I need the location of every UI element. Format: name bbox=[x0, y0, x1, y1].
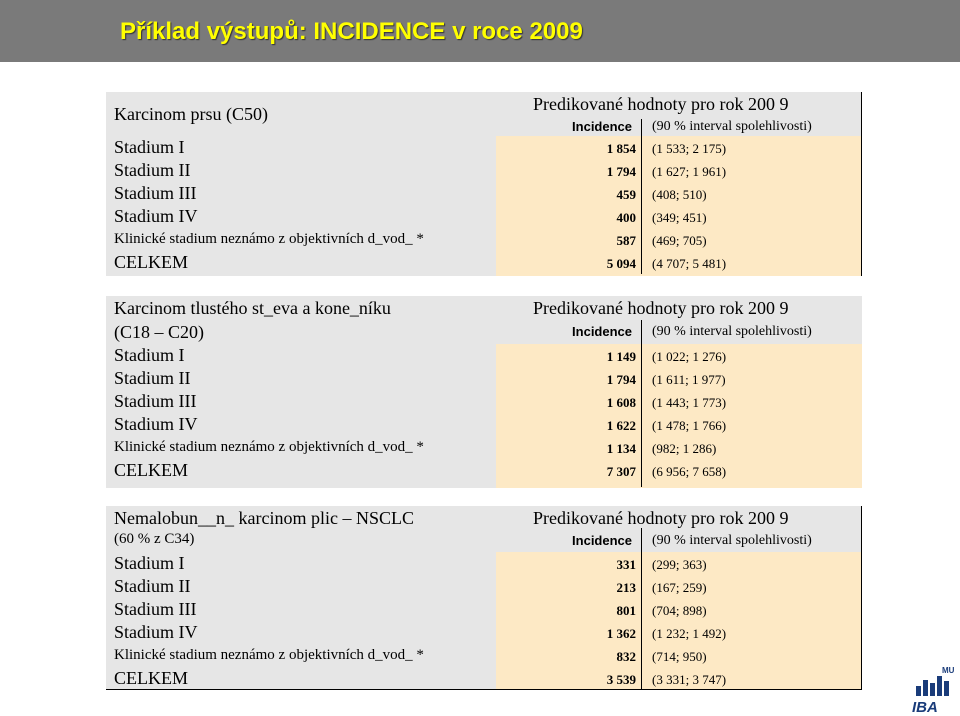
table-row: Stadium III 801 (704; 898) bbox=[114, 599, 707, 619]
table-row: CELKEM 7 307 (6 956; 7 658) bbox=[114, 460, 727, 480]
ci-header: (90 % interval spolehlivosti) bbox=[652, 119, 812, 134]
ci-header: (90 % interval spolehlivosti) bbox=[652, 533, 812, 548]
title-bar bbox=[0, 0, 960, 62]
page-title: Příklad výstupů: INCIDENCE v roce 2009 bbox=[120, 18, 583, 45]
table-row: Stadium IV 400 (349; 451) bbox=[114, 206, 707, 226]
incidence-header: Incidence bbox=[572, 324, 632, 339]
table-row: Stadium III 459 (408; 510) bbox=[114, 183, 707, 203]
table-row: CELKEM 3 539 (3 331; 3 747) bbox=[114, 668, 727, 688]
predicted-header: Predikované hodnoty pro rok 200 9 bbox=[533, 298, 789, 318]
table-row: Stadium II 1 794 (1 611; 1 977) bbox=[114, 368, 726, 388]
ci-header: (90 % interval spolehlivosti) bbox=[652, 324, 812, 339]
table-row: Stadium IV 1 362 (1 232; 1 492) bbox=[114, 622, 727, 642]
section-title: Nemalobun__n_ karcinom plic – NSCLC bbox=[114, 508, 414, 528]
incidence-header: Incidence bbox=[572, 533, 632, 548]
table-row: Klinické stadium neznámo z objektivních d_vod_ * 587 (469; 705) bbox=[114, 231, 707, 248]
table-row: CELKEM 5 094 (4 707; 5 481) bbox=[114, 252, 727, 272]
table-row: Stadium II 1 794 (1 627; 1 961) bbox=[114, 160, 727, 180]
table-row: Stadium II 213 (167; 259) bbox=[114, 576, 707, 596]
table-row: Stadium I 1 854 (1 533; 2 175) bbox=[114, 137, 727, 157]
table-row: Stadium IV 1 622 (1 478; 1 766) bbox=[114, 414, 727, 434]
section-subtitle: (C18 – C20) bbox=[114, 322, 204, 342]
predicted-header: Predikované hodnoty pro rok 200 9 bbox=[533, 94, 789, 114]
incidence-header: Incidence bbox=[572, 119, 632, 134]
iba-logo-icon bbox=[908, 664, 956, 714]
logo-iba-text: IBA bbox=[912, 699, 938, 714]
table-row: Stadium I 1 149 (1 022; 1 276) bbox=[114, 345, 727, 365]
table-row: Stadium I 331 (299; 363) bbox=[114, 553, 707, 573]
section-title: Karcinom prsu (C50) bbox=[114, 104, 268, 124]
predicted-header: Predikované hodnoty pro rok 200 9 bbox=[533, 508, 789, 528]
table-row: Stadium III 1 608 (1 443; 1 773) bbox=[114, 391, 727, 411]
table-row: Klinické stadium neznámo z objektivních d_vod_ * 1 134 (982; 1 286) bbox=[114, 439, 717, 456]
table-row: Klinické stadium neznámo z objektivních d_vod_ * 832 (714; 950) bbox=[114, 647, 707, 664]
logo-mu-text: MU bbox=[942, 666, 955, 675]
section-subtitle: (60 % z C34) bbox=[114, 531, 195, 547]
section-title: Karcinom tlustého st_eva a kone_níku bbox=[114, 298, 391, 318]
